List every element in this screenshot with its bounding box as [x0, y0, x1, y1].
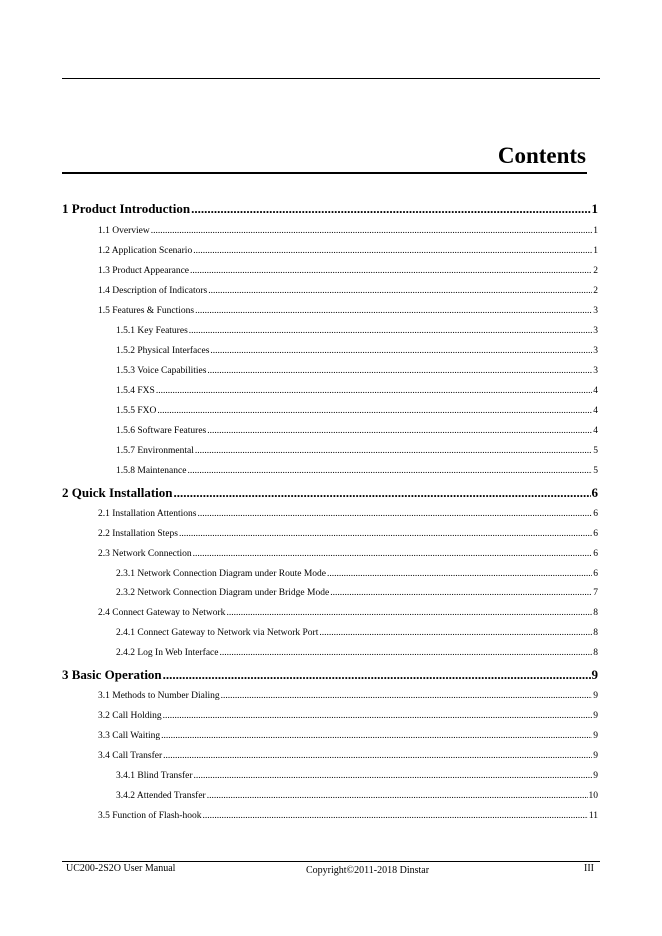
toc-page-number: 8 — [593, 648, 598, 658]
toc-page-number: 4 — [593, 406, 598, 416]
toc-page-number: 3 — [593, 366, 598, 376]
toc-section-1-4[interactable] — [98, 285, 598, 297]
toc-page-number: 2 — [593, 266, 598, 276]
toc-subsection-2-4-1[interactable] — [116, 627, 598, 639]
toc-label: 1 Product Introduction — [62, 201, 191, 216]
toc-leader-dots — [207, 790, 588, 802]
toc-subsection-1-5-4[interactable] — [116, 385, 598, 397]
toc-label: 2.1 Installation Attentions — [98, 509, 197, 519]
toc-page-number: 6 — [593, 529, 598, 539]
toc-subsection-1-5-1[interactable] — [116, 325, 598, 337]
toc-leader-dots — [179, 528, 592, 540]
toc-leader-dots — [202, 810, 587, 822]
toc-page-number: 1 — [593, 246, 598, 256]
toc-leader-dots — [210, 345, 592, 357]
toc-page-number: 9 — [591, 667, 598, 682]
toc-subsection-1-5-8[interactable] — [116, 465, 598, 477]
toc-label: 2.4 Connect Gateway to Network — [98, 608, 226, 618]
toc-subsection-3-4-1[interactable] — [116, 770, 598, 782]
toc-leader-dots — [157, 405, 592, 417]
toc-label: 1.5.5 FXO — [116, 406, 157, 416]
toc-label: 3.4 Call Transfer — [98, 751, 163, 761]
toc-page-number: 4 — [593, 386, 598, 396]
toc-leader-dots — [163, 750, 592, 762]
toc-section-3-3[interactable] — [98, 730, 598, 742]
toc-leader-dots — [207, 425, 592, 437]
toc-subsection-1-5-2[interactable] — [116, 345, 598, 357]
toc-label: 2 Quick Installation — [62, 485, 173, 500]
toc-chapter-3[interactable] — [62, 667, 598, 683]
toc-label: 3.2 Call Holding — [98, 711, 162, 721]
toc-leader-dots — [193, 245, 592, 257]
toc-subsection-1-5-3[interactable] — [116, 365, 598, 377]
toc-label: 3 Basic Operation — [62, 667, 162, 682]
toc-page-number: 1 — [593, 226, 598, 236]
toc-page-number: 1 — [591, 201, 598, 216]
toc-label: 3.4.1 Blind Transfer — [116, 771, 193, 781]
toc-label: 1.5.4 FXS — [116, 386, 155, 396]
toc-leader-dots — [219, 647, 592, 659]
toc-leader-dots — [187, 465, 592, 477]
toc-subsection-1-5-5[interactable] — [116, 405, 598, 417]
toc-subsection-2-3-1[interactable] — [116, 568, 598, 580]
toc-chapter-2[interactable] — [62, 485, 598, 501]
toc-subsection-3-4-2[interactable] — [116, 790, 598, 802]
toc-page-number: 3 — [593, 326, 598, 336]
toc-leader-dots — [161, 730, 592, 742]
footer-copyright: Copyright©2011-2018 Dinstar — [306, 865, 430, 876]
toc-leader-dots — [197, 508, 592, 520]
footer-page-number: III — [584, 863, 594, 874]
toc-section-3-5[interactable] — [98, 810, 598, 822]
toc-leader-dots — [191, 201, 590, 217]
toc-section-1-5[interactable] — [98, 305, 598, 317]
toc-label: 2.2 Installation Steps — [98, 529, 178, 539]
toc-label: 1.5 Features & Functions — [98, 306, 195, 316]
footer-manual-name: UC200-2S2O User Manual — [66, 863, 176, 874]
toc-label: 1.5.3 Voice Capabilities — [116, 366, 207, 376]
toc-section-2-3[interactable] — [98, 548, 598, 560]
toc-label: 3.5 Function of Flash-hook — [98, 811, 202, 821]
toc-label: 2.3.2 Network Connection Diagram under Bridge Mode — [116, 588, 330, 598]
footer-rule — [62, 861, 600, 862]
toc-page-number: 10 — [588, 791, 598, 801]
toc-page-number: 3 — [593, 346, 598, 356]
toc-leader-dots — [330, 587, 592, 599]
title-underline — [62, 172, 587, 174]
toc-page-number: 8 — [593, 608, 598, 618]
toc-label: 3.4.2 Attended Transfer — [116, 791, 206, 801]
toc-label: 1.5.2 Physical Interfaces — [116, 346, 210, 356]
toc-leader-dots — [151, 225, 593, 237]
toc-section-2-4[interactable] — [98, 607, 598, 619]
header-rule — [62, 78, 600, 79]
toc-label: 1.5.1 Key Features — [116, 326, 188, 336]
page-title: Contents — [497, 143, 586, 168]
toc-label: 2.4.2 Log In Web Interface — [116, 648, 219, 658]
toc-section-1-3[interactable] — [98, 265, 598, 277]
toc-leader-dots — [163, 710, 593, 722]
toc-label: 1.5.7 Environmental — [116, 446, 194, 456]
toc-label: 2.4.1 Connect Gateway to Network via Network Port — [116, 628, 319, 638]
toc-label: 3.1 Methods to Number Dialing — [98, 691, 220, 701]
toc-page-number: 9 — [593, 711, 598, 721]
toc-page-number: 9 — [593, 731, 598, 741]
toc-page-number: 6 — [593, 569, 598, 579]
toc-label: 1.1 Overview — [98, 226, 150, 236]
toc-page-number: 5 — [593, 446, 598, 456]
toc-section-3-2[interactable] — [98, 710, 598, 722]
toc-leader-dots — [174, 485, 591, 501]
toc-page-number: 6 — [591, 485, 598, 500]
toc-subsection-2-4-2[interactable] — [116, 647, 598, 659]
toc-section-1-2[interactable] — [98, 245, 598, 257]
toc-subsection-2-3-2[interactable] — [116, 587, 598, 599]
toc-page-number: 6 — [593, 549, 598, 559]
toc-leader-dots — [190, 265, 592, 277]
toc-label: 2.3 Network Connection — [98, 549, 192, 559]
toc-section-3-1[interactable] — [98, 690, 598, 702]
toc-leader-dots — [207, 365, 592, 377]
toc-label: 1.2 Application Scenario — [98, 246, 193, 256]
toc-page-number: 9 — [593, 751, 598, 761]
toc-page-number: 7 — [593, 588, 598, 598]
toc-leader-dots — [327, 568, 592, 580]
toc-label: 2.3.1 Network Connection Diagram under Route Mode — [116, 569, 327, 579]
toc-leader-dots — [189, 325, 592, 337]
toc-leader-dots — [194, 770, 593, 782]
toc-label: 1.4 Description of Indicators — [98, 286, 208, 296]
toc-section-3-4[interactable] — [98, 750, 598, 762]
toc-label: 1.5.8 Maintenance — [116, 466, 187, 476]
toc-section-2-1[interactable] — [98, 508, 598, 520]
toc-page-number: 3 — [593, 306, 598, 316]
toc-section-1-1[interactable] — [98, 225, 598, 237]
toc-section-2-2[interactable] — [98, 528, 598, 540]
toc-label: 3.3 Call Waiting — [98, 731, 161, 741]
toc-page-number: 6 — [593, 509, 598, 519]
toc-leader-dots — [163, 667, 591, 683]
toc-leader-dots — [221, 690, 593, 702]
toc-leader-dots — [195, 305, 592, 317]
toc-page-number: 11 — [588, 811, 598, 821]
toc-leader-dots — [156, 385, 592, 397]
toc-page-number: 5 — [593, 466, 598, 476]
toc-leader-dots — [195, 445, 592, 457]
toc-page-number: 4 — [593, 426, 598, 436]
toc-page-number: 9 — [593, 691, 598, 701]
toc-leader-dots — [226, 607, 592, 619]
toc-label: 1.3 Product Appearance — [98, 266, 190, 276]
toc-subsection-1-5-6[interactable] — [116, 425, 598, 437]
toc-leader-dots — [319, 627, 592, 639]
toc-page-number: 2 — [593, 286, 598, 296]
toc-page-number: 9 — [593, 771, 598, 781]
toc-label: 1.5.6 Software Features — [116, 426, 207, 436]
toc-subsection-1-5-7[interactable] — [116, 445, 598, 457]
toc-chapter-1[interactable] — [62, 201, 598, 217]
toc-leader-dots — [193, 548, 593, 560]
toc-page-number: 8 — [593, 628, 598, 638]
toc-leader-dots — [208, 285, 592, 297]
